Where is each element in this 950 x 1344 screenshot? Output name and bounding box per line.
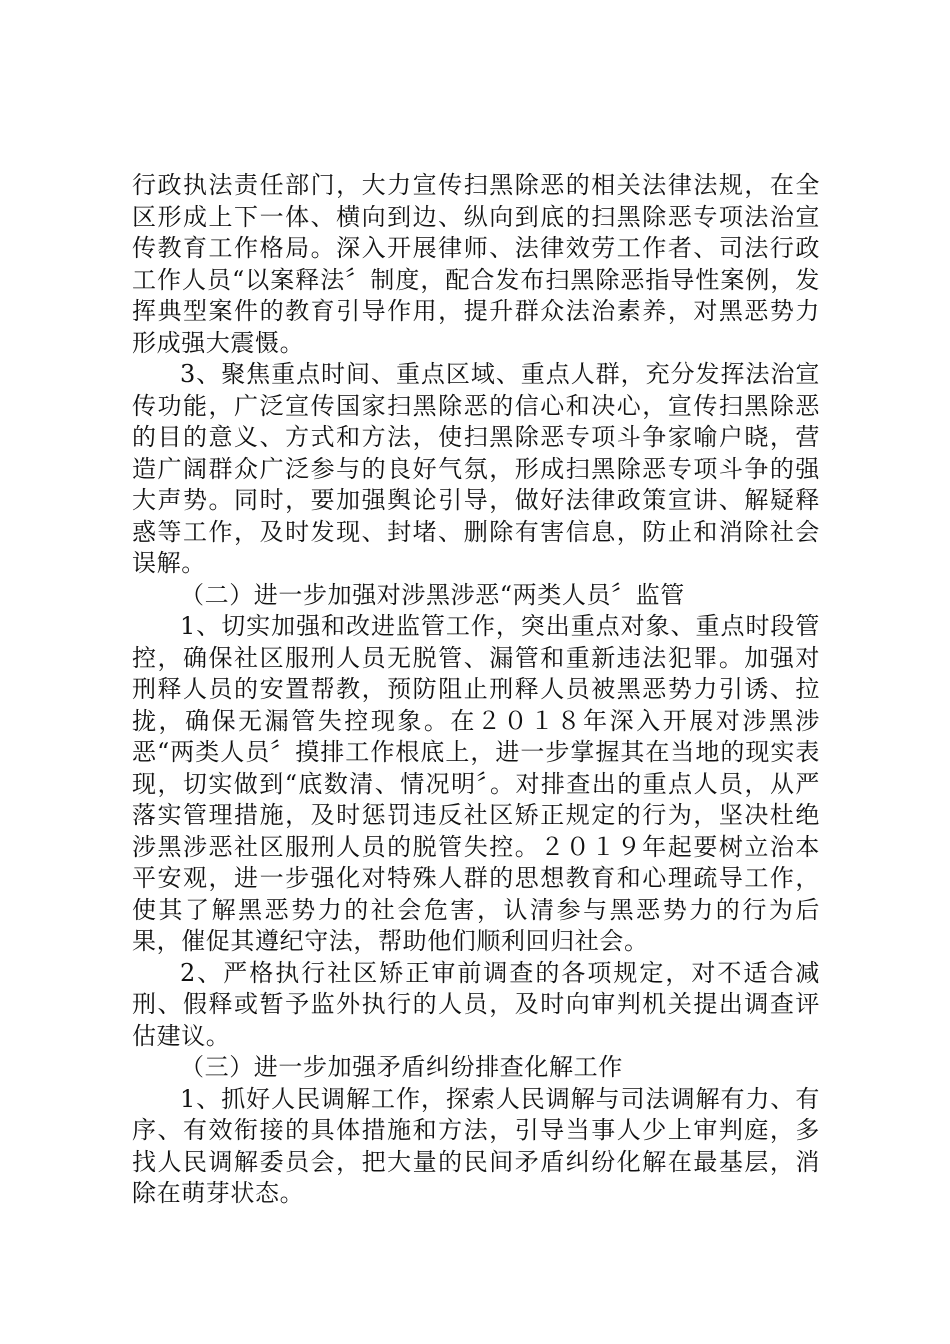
section-heading-2: （二）进一步加强对涉黑涉恶“两类人员〞监管 — [180, 580, 685, 609]
document-body — [132, 170, 820, 1210]
paragraph-item-1-supervision: 1、切实加强和改进监管工作，突出重点对象、重点时段管控，确保社区服刑人员无脱管、漏管和重新违法犯罪。加强对刑释人员的安置帮教，预防阻止刑释人员被黑恶势力引诱、拉拢，确保无漏管失控现象。在２０１８年深入开展对涉黑涉恶“两类人员〞摸排工作根底上，进一步掌握其在当地的现实表现，切实做到“底数清、情况明〞。对排查出的重点人员，从严落实管理措施，及时惩罚违反社区矫正规定的行为，坚决杜绝涉黑涉恶社区服刑人员的脱管失控。２０１９年起要树立治本平安观，进一步强化对特殊人群的思想教育和心理疏导工作，使其了解黑恶势力的社会危害，认清参与黑恶势力的行为后果，催促其遵纪守法，帮助他们顺利回归社会。 — [132, 612, 820, 955]
paragraph-item-3: 3、聚焦重点时间、重点区域、重点人群，充分发挥法治宣传功能，广泛宣传国家扫黑除恶的信心和决心，宣传扫黑除恶的目的意义、方式和方法，使扫黑除恶专项斗争家喻户晓，营造广阔群众广泛参与的良好气氛，形成扫黑除恶专项斗争的强大声势。同时，要加强舆论引导，做好法律政策宣讲、解疑释惑等工作，及时发现、封堵、删除有害信息，防止和消除社会误解。 — [132, 360, 820, 577]
paragraph-continuation: 行政执法责任部门，大力宣传扫黑除恶的相关法律法规，在全区形成上下一体、横向到边、纵向到底的扫黑除恶专项法治宣传教育工作格局。深入开展律师、法律效劳工作者、司法行政工作人员“以案释法〞制度，配合发布扫黑除恶指导性案例，发挥典型案件的教育引导作用，提升群众法治素养，对黑恶势力形成强大震慑。 — [132, 171, 820, 357]
section-heading-3: （三）进一步加强矛盾纠纷排查化解工作 — [180, 1053, 623, 1081]
paragraph-item-2-supervision: 2、严格执行社区矫正审前调查的各项规定，对不适合减刑、假释或暂予监外执行的人员，及时向审判机关提出调查评估建议。 — [132, 958, 820, 1050]
paragraph-item-1-mediation: 1、抓好人民调解工作，探索人民调解与司法调解有力、有序、有效衔接的具体措施和方法，引导当事人少上审判庭，多找人民调解委员会，把大量的民间矛盾纠纷化解在最基层，消除在萌芽状态。 — [132, 1084, 820, 1207]
